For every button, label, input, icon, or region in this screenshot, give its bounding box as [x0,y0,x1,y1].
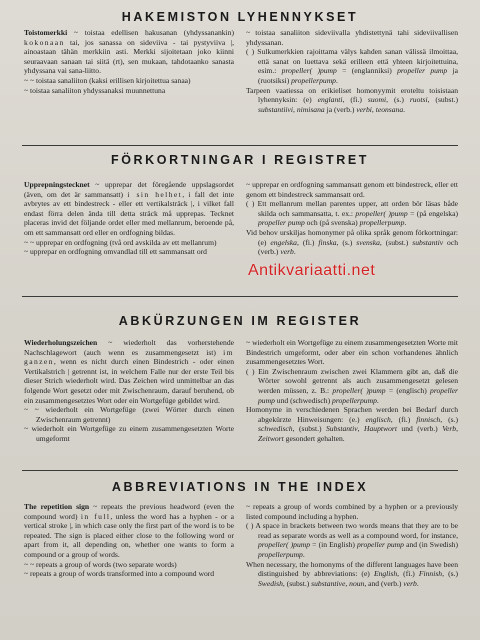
paragraph: ~ wiederholt ein Wortgefüge zu einem zusammengesetzten Worte mit Bindestrich umgeformt, oder aber ein schon vorhandenes ähnlich zusammengesetztes Wort. [246,338,458,367]
paragraph: Wiederholungszeichen ~ wiederholt das vorherstehende Nachschlagewort (auch wenn es zusammengesetzt ist) im ganzen, wenn es nicht durch einen Bindestrich - oder einen Vertikalstrich | getrennt ist, in welchem Falle nur der erste Teil bis dieser Strich wiederholt wird. Das Zeichen wird unmittelbar an das folgende Wort gesetzt oder mit Zwischenraum, darauf beruhend, ob ein zusammengesetztes Wort oder ein Wortgefüge gebildet wird. [24,338,234,405]
section-title-finnish: HAKEMISTON LYHENNYKSET [121,10,359,24]
paragraph: ~ toistaa sanaliiton yhdyssanaksi muunnettuna [24,85,166,95]
paragraph: ( ) Ett mellanrum mellan parentes upper, att orden bör läsas både skilda och sammansatta, t. ex.: propeller( )pump = (på engelska) propeller pump och (på svenska) propellerpump. [246,199,458,228]
german-right-column [246,338,458,444]
paragraph: ~ repeats a group of words transformed into a compound word [24,569,215,579]
paragraph: When necessary, the homonyms of the different languages have been distinguished by abbreviations: (e) English, (fi.) Finnish, (s.) Swedish, (subst.) substantive, noun, and (verb.) verb. [246,559,459,588]
paragraph: ( ) A space in brackets between two words means that they are to be read as separate words as well as a compound word, for instance, propeller( )pump = (in English) propeller pump and (in Swedish) propellerpump. [246,521,458,559]
section-title-english: ABBREVIATIONS IN THE INDEX [111,480,369,494]
paragraph: ~ ~ toistaa sanaliiton (kaksi erillisen kirjoitettua sanaa) [24,75,191,85]
german-left-column [24,338,234,444]
finnish-left-column [24,28,234,95]
section-title-swedish: FÖRKORTNINGAR I REGISTRET [110,153,370,167]
section-divider [22,470,458,471]
paragraph: ~ ~ wiederholt ein Wortgefüge (zwei Wörter durch einen Zwischenraum getrennt) [24,405,234,424]
paragraph: Vid behov urskiljas homonymer på olika språk genom förkortningar: (e) engelska, (fi.) finska, (s.) svenska, (subst.) substantiv och (verb.) verb. [246,227,459,257]
watermark-text: Antikvariaatti.net [248,262,376,279]
english-right-column [246,502,458,588]
section-divider [22,145,458,146]
swedish-right-column [246,180,458,257]
paragraph: ~ wiederholt ein Wortgefüge zu einem zusammengesetzten Worte umgeformt [24,424,234,443]
paragraph: ~ ~ upprepar en ordfogning (två ord avskilda av ett mellanrum) [24,237,217,247]
finnish-right-column [246,28,458,114]
paragraph: ~ upprepar en ordfogning omvandlad till ett sammansatt ord [24,247,207,257]
swedish-left-column [24,180,234,257]
paragraph: The repetition sign ~ repeats the previous headword (even the compound word) in full, unless the word has a hyphen - or a vertical stroke |, in which case only the first part of the word is to be repeated. The sign is placed either close to the following word or apart from it, all depending on, whether one wants to form a compound or a group of words. [24,502,234,559]
section-divider [22,296,458,297]
paragraph: Toistomerkki ~ toistaa edellisen hakusanan (yhdyssanankin) kokonaan tai, jos sanassa on sideviiva - tai pystyviiva |, ainoastaan tähän merkkiin asti. Merkki sijoitetaan joko kiinni seuraavaan sanaan tai siitä (rt), sen mukaan, tahdotaanko sanasta yhdyssana vai sana-liitto. [24,28,234,76]
paragraph: ~ toistaa sanaliiton sideviivalla yhdistettynä tahi sideviivallisen yhdyssanan. [246,28,458,47]
paragraph: Homonyme in verschiedenen Sprachen werden bei Bedarf durch abgekürzte Hinweisungen: (e.) englisch, (fi.) finnisch, (s.) schwedisch, (subst.) Substantiv, Hauptwort und (verb.) Verb, Zeitwort gesondert gehalten. [246,405,459,443]
english-left-column [24,502,234,579]
paragraph: ~ upprepar en ordfogning sammansatt genom ett bindestreck, eller ett genom ett bindestreck sammansatt ord. [246,180,458,199]
paragraph: ( ) Ein Zwischenraum zwischen zwei Klammern gibt an, daß die Wörter sowohl getrennt als auch zusammengesetzt gelesen werden müssen, z. B.: propeller( )pump = (englisch) propeller pump und (schwedisch) propellerpump. [246,366,459,405]
section-title-german: ABKÜRZUNGEN IM REGISTER [118,314,362,328]
paragraph: ~ ~ repeats a group of words (two separate words) [24,559,177,569]
paragraph: ~ repeats a group of words combined by a hyphen or a previously listed compound including a hyphen. [246,502,458,521]
paragraph: Upprepningstecknet ~ upprepar det föregående uppslagsordet (även, om det är sammansatt) i sin helhet, i fall det inte avbrytes av ett bindestreck - eller ett vertikalsträck |, i vilket fall endast förra delen ända till detta sträck må upprepas. Tecknet placeras invid det följande ordet eller med mellanrum, beroende på, om ett sammansatt ord eller en ordfogning bildas. [24,180,235,237]
paragraph: ( ) Sulkumerkkien rajoittama välys kahden sanan välissä ilmoittaa, että sanat on luettava sekä erilleen että yhteen kirjoitettuina, esim.: propeller( )pump = (englanniksi) propeller pump ja (ruotsiksi) propellerpump. [246,47,458,85]
paragraph: Tarpeen vaatiessa on erikieliset homonyymit eroteltu toisistaan lyhennyksin: (e) englanti, (fi.) suomi, (s.) ruotsi, (subst.) substantiivi, nimisana ja (verb.) verbi, teonsana. [246,85,458,114]
